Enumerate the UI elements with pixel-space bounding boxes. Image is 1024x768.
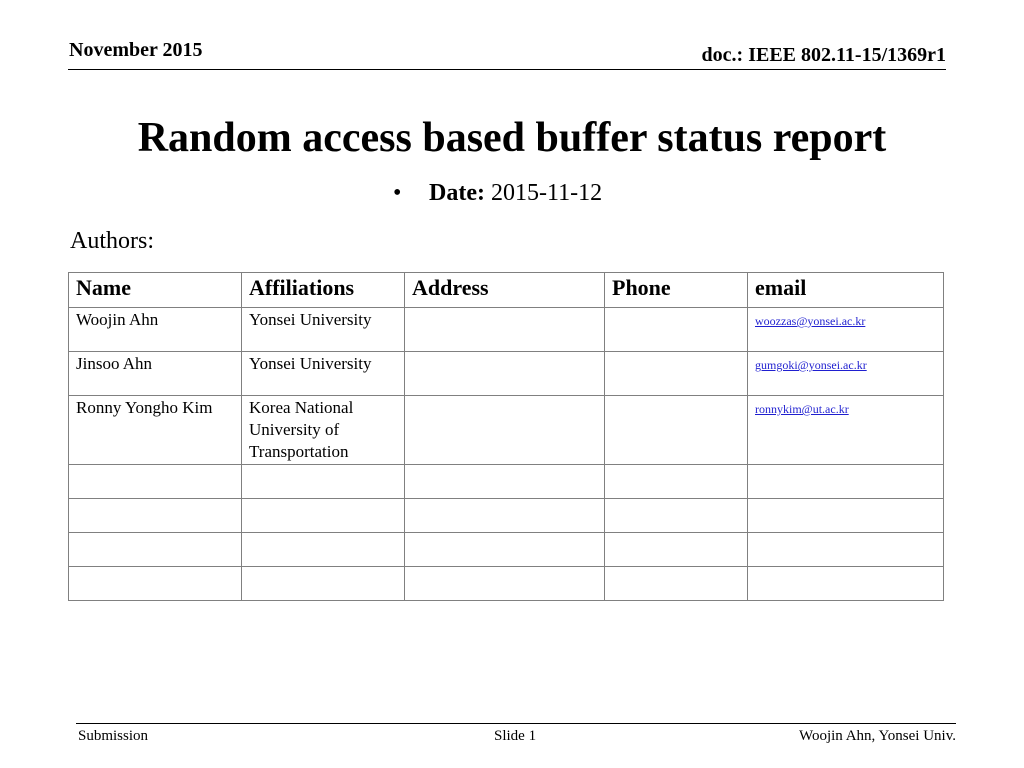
empty-cell	[242, 533, 405, 567]
bullet-icon: •	[393, 180, 402, 206]
empty-cell	[748, 533, 944, 567]
date-value: 2015-11-12	[490, 180, 603, 206]
author-address	[405, 308, 605, 352]
empty-cell	[748, 567, 944, 601]
header-phone: Phone	[605, 273, 748, 308]
author-name: Woojin Ahn	[69, 308, 242, 352]
table-row	[69, 352, 944, 396]
empty-cell	[748, 465, 944, 499]
empty-table-row	[69, 567, 944, 601]
author-address	[405, 352, 605, 396]
header-email: email	[748, 273, 944, 308]
date-label: Date:	[429, 180, 485, 206]
date-bullet-line	[393, 180, 602, 207]
authors-label: Authors:	[70, 228, 154, 254]
table-row	[69, 308, 944, 352]
authors-table	[68, 272, 944, 601]
header-date: November 2015	[69, 39, 203, 61]
author-email-link[interactable]: woozzas@yonsei.ac.kr	[755, 314, 866, 328]
author-name: Ronny Yongho Kim	[69, 396, 242, 465]
header-address: Address	[405, 273, 605, 308]
empty-cell	[69, 567, 242, 601]
author-email-link[interactable]: gumgoki@yonsei.ac.kr	[755, 358, 867, 372]
header-doc-id: doc.: IEEE 802.11-15/1369r1	[701, 44, 946, 66]
empty-cell	[242, 465, 405, 499]
author-name: Jinsoo Ahn	[69, 352, 242, 396]
empty-cell	[605, 567, 748, 601]
empty-cell	[69, 533, 242, 567]
empty-cell	[405, 533, 605, 567]
header-divider	[68, 69, 946, 70]
empty-cell	[605, 533, 748, 567]
header-name: Name	[69, 273, 242, 308]
footer-author: Woojin Ahn, Yonsei Univ.	[798, 728, 956, 744]
empty-cell	[69, 465, 242, 499]
author-address	[405, 396, 605, 465]
slide-title: Random access based buffer status report	[137, 115, 887, 161]
empty-cell	[405, 499, 605, 533]
author-email-cell	[748, 308, 944, 352]
footer-submission: Submission	[78, 728, 149, 744]
empty-cell	[242, 567, 405, 601]
empty-cell	[605, 499, 748, 533]
footer-slide-number: Slide 1	[494, 728, 537, 744]
empty-table-row	[69, 465, 944, 499]
empty-table-row	[69, 499, 944, 533]
footer-divider	[76, 723, 956, 724]
author-phone	[605, 352, 748, 396]
author-email-cell	[748, 396, 944, 465]
author-email-link[interactable]: ronnykim@ut.ac.kr	[755, 402, 849, 416]
author-phone	[605, 396, 748, 465]
empty-cell	[748, 499, 944, 533]
empty-cell	[242, 499, 405, 533]
header-affiliations: Affiliations	[242, 273, 405, 308]
author-affiliation: Yonsei University	[242, 308, 405, 352]
empty-cell	[405, 567, 605, 601]
table-row	[69, 396, 944, 465]
author-affiliation: Yonsei University	[242, 352, 405, 396]
author-email-cell	[748, 352, 944, 396]
table-header-row	[69, 273, 944, 308]
author-affiliation: Korea National University of Transportation	[242, 396, 405, 465]
empty-cell	[69, 499, 242, 533]
empty-table-row	[69, 533, 944, 567]
empty-cell	[605, 465, 748, 499]
empty-cell	[405, 465, 605, 499]
author-phone	[605, 308, 748, 352]
